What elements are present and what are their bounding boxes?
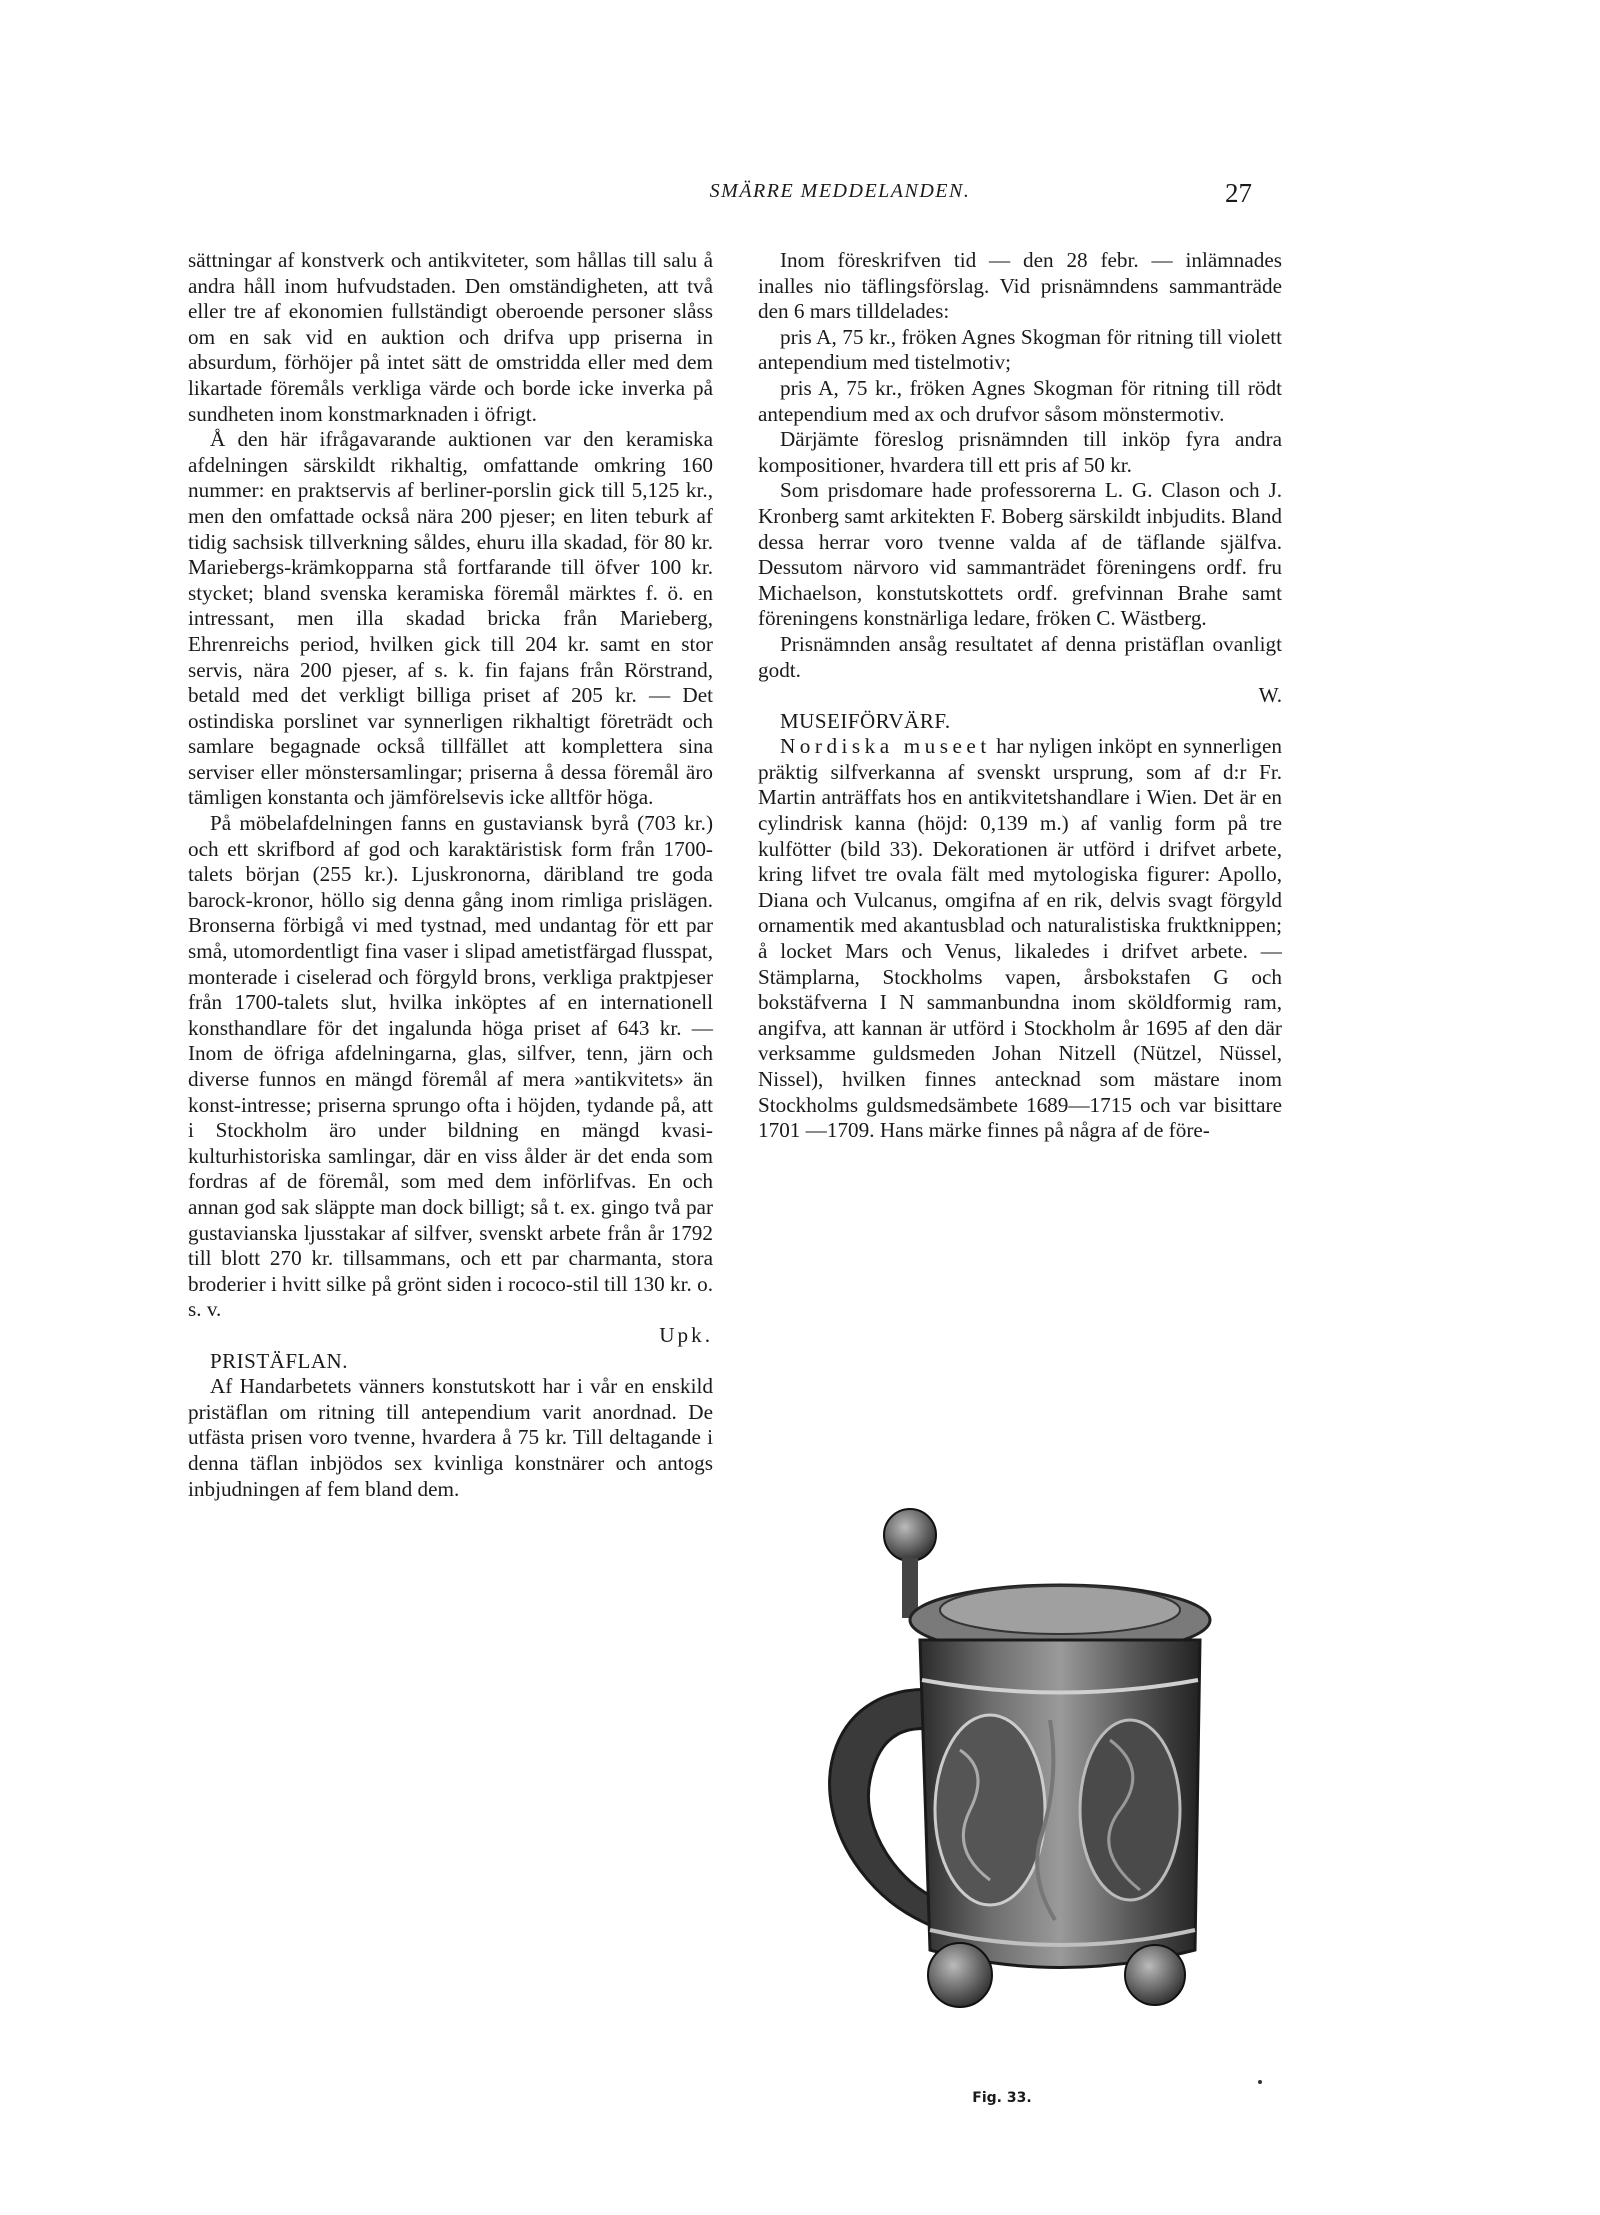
paragraph [758,734,1282,1144]
page-header [0,180,1600,220]
section-title: PRISTÄFLAN. [210,1348,348,1373]
paragraph: Därjämte föreslog prisnämnden till inköp fyra andra kompositioner, hvardera till ett pris af 50 kr. [758,427,1282,477]
silver-tankard-photo [790,1490,1250,2090]
figure-tankard [790,1490,1250,2120]
signature: W. [1258,683,1282,708]
museum-name: Nordiska museet [780,734,991,759]
paragraph: Å den här ifrågavarande auktionen var den keramiska afdelningen särskildt rikhaltig, omfattande omkring 160 nummer: en praktservis af berliner-porslin gick till 5,125 kr., men den omfattade också nära 200 pjeser; en liten teburk af tidig sachsisk tillverkning såldes, ehuru illa skadad, för 80 kr. Mariebergs-krämkopparna stå fortfarande till öfver 100 kr. stycket; bland svenska keramiska föremål märktes f. ö. en intressant, men illa skadad bricka från Marieberg, Ehrenreichs period, hvilken gick till 204 kr. samt en stor servis, nära 200 pjeser, af s. k. fin fajans från Rörstrand, betald med det verkligt billiga priset af 205 kr. — Det ostindiska porslinet var synnerligen rikhaltigt företrädt och samlare begagnade också tillfället att komplettera sina serviser eller mönstersamlingar; priserna å dessa föremål äro tämligen konstanta och jämförelsevis icke alltför höga. [188,427,713,810]
figure-caption: Fig. 33. [972,2090,1032,2106]
paragraph: Prisnämnden ansåg resultatet af denna pristäflan ovanligt godt. [758,631,1282,682]
signature: Upk. [659,1322,713,1347]
paragraph: Inom föreskrifven tid — den 28 febr. — inlämnades inalles nio täflingsförslag. Vid prisnämndens sammanträde den 6 mars tilldelades: [758,248,1282,324]
paragraph: Som prisdomare hade professorerna L. G. Clason och J. Kronberg samt arkitekten F. Boberg särskildt inbjudits. Bland dessa herrar voro tvenne valda af de täflande själfva. Dessutom närvoro vid sammanträdet föreningens ordf. fru Michaelson, konstutskottets ordf. grefvinnan Brahe samt föreningens konstnärliga ledare, fröken C. Wästberg. [758,478,1282,631]
section-title: MUSEIFÖRVÄRF. [780,708,951,733]
paragraph: pris A, 75 kr., fröken Agnes Skogman för ritning till violett antependium med tistelmotiv; [758,324,1282,375]
paragraph-text: har nyligen inköpt en synnerligen präktig silfverkanna af svenskt ursprung, som af d:r Fr. Martin anträffats hos en antikvitetshandlare i Wien. Det är en cylindrisk kanna (höjd: 0,139 m.) af vanlig form på tre kulfötter (bild 33). Dekorationen är utförd i drifvet arbete, kring lifvet tre ovala fält med mytologiska figurer: Apollo, Diana och Vulcanus, omgifna af en rik, delvis svagt förgyld ornamentik med akantusblad och naturalistiska fruktknippen; å locket Mars och Venus, likaledes i drifvet arbete. — Stämplarna, Stockholms vapen, årsbokstafen G och bokstäfverna I N sammanbundna inom sköldformig ram, angifva, att kannan är utförd i Stockholm år 1695 af den där verksamme guldsmeden Johan Nitzell (Nützel, Nüssel, Nissel), hvilken finnes antecknad som mästare inom Stockholms guldsmedsämbete 1689—1715 och var bisittare 1701 —1709. Hans märke finnes på några af de före- [758,734,1282,1143]
paragraph: sättningar af konstverk och antikviteter, som hållas till salu å andra håll inom hufvudstaden. Den omständigheten, att två eller tre af ekonomien fullständigt oberoende personer slåss om en sak vid en auktion och drifva upp priserna in absurdum, förhöjer på intet sätt de omstridda eller med dem likartade föremåls verkliga värde och borde icke inverka på sundheten inom konstmarknaden i öfrigt. [188,248,713,426]
right-column [758,248,1282,1144]
left-column [188,248,713,1502]
paragraph: pris A, 75 kr., fröken Agnes Skogman för ritning till rödt antependium med ax och drufvor såsom mönstermotiv. [758,375,1282,426]
paragraph: På möbelafdelningen fanns en gustaviansk byrå (703 kr.) och ett skrifbord af god och karaktäristisk form från 1700-talets början (255 kr.). Ljuskronorna, däribland tre goda barock-kronor, höllo sig denna gång inom rimliga prislägen. Bronserna förbigå vi med tystnad, med undantag för ett par små, utomordentligt fina vaser i slipad ametistfärgad flusspat, monterade i ciselerad och förgyld brons, verkliga praktpjeser från 1700-talets slut, hvilka inköptes af en internationell konsthandlare för det ingalunda höga priset af 643 kr. — Inom de öfriga afdelningarna, glas, silfver, tenn, järn och diverse funnos en mängd föremål af mera »antikvitets» än konst-intresse; priserna sprungo ofta i höjden, tydande på, att i Stockholm äro under bildning en mängd kvasi-kulturhistoriska samlingar, där en viss ålder är det enda som fordras af de föremål, som med dem införlifvas. En och annan god sak släppte man dock billigt; så t. ex. gingo två par gustavianska ljusstakar af silfver, svenskt arbete från år 1792 till blott 270 kr. tillsammans, och ett par charmanta, stora broderier i hvitt silke på grönt siden i rococo-stil till 130 kr. o. s. v. [188,811,713,1322]
print-speck [1258,2080,1262,2084]
paragraph: Af Handarbetets vänners konstutskott har i vår en enskild pristäflan om ritning till antependium varit anordnad. De utfästa prisen voro tvenne, hvardera å 75 kr. Till deltagande i denna täflan inbjödos sex kvinliga konstnärer och antogs inbjudningen af fem bland dem. [188,1374,713,1501]
running-head: SMÄRRE MEDDELANDEN. [709,180,971,202]
page-number: 27 [1225,178,1252,208]
